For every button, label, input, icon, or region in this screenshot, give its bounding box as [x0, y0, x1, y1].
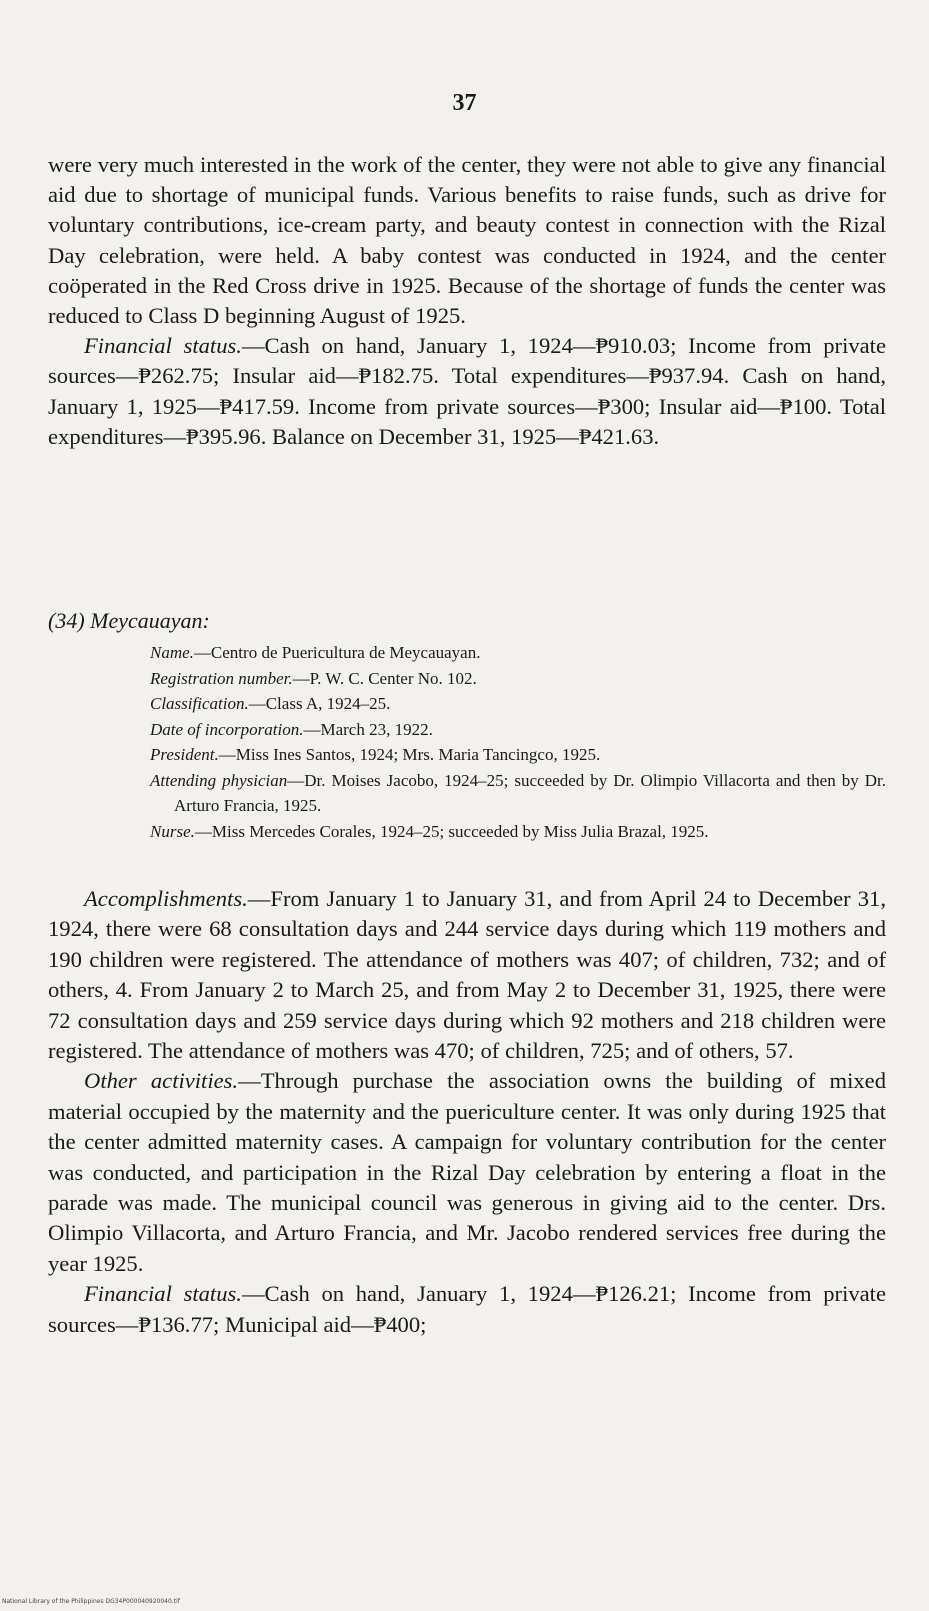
financial-status-label-2: Financial status. [84, 1281, 242, 1307]
financial-status-label-1: Financial status. [84, 333, 242, 359]
detail-classification [150, 691, 886, 717]
center-details-list [150, 640, 886, 844]
scan-footer: National Library of the Philippines DG34P000040920040.tif [2, 1598, 180, 1605]
other-activities-paragraph [48, 1066, 886, 1279]
detail-label: Attending physician [150, 770, 288, 790]
detail-label: President. [150, 745, 219, 764]
detail-value: —Miss Ines Santos, 1924; Mrs. Maria Tancingco, 1925. [218, 745, 601, 764]
detail-label: Date of incorporation. [150, 719, 304, 739]
detail-value: —Class A, 1924–25. [248, 694, 391, 713]
detail-label: Name. [150, 643, 194, 662]
accomplishments-label: Accomplishments. [84, 886, 248, 911]
detail-president [150, 742, 886, 768]
detail-date-of-incorporation [150, 717, 886, 743]
financial-status-text-1: —Cash on hand, January 1, 1924—₱910.03; Income from private sources—₱262.75; Insular aid—₱182.75. Total expenditures—₱937.94. Cash on hand, January 1, 1925—₱417.59. Income from private sources—₱300; Insular aid—₱100. Total expenditures—₱395.96. Balance on December 31, 1925—₱421.63. [48, 333, 886, 449]
detail-label: Classification. [150, 694, 249, 713]
other-activities-label: Other activities. [84, 1068, 239, 1094]
text-block-top [48, 150, 886, 452]
page-number: 37 [452, 90, 477, 116]
accomplishments-paragraph [48, 884, 886, 1066]
detail-value: —Dr. Moises Jacobo, 1924–25; succeeded by Dr. Olimpio Villacorta and then by Dr. Arturo Francia, 1925. [174, 770, 886, 815]
detail-value: —Centro de Puericultura de Meycauayan. [193, 643, 481, 662]
detail-registration-number [150, 666, 886, 692]
detail-name [150, 640, 886, 666]
section-heading-meycauayan: (34) Meycauayan: [48, 608, 210, 633]
financial-status-text-2: —Cash on hand, January 1, 1924—₱126.21; Income from private sources—₱136.77; Municipal aid—₱400; [48, 1281, 886, 1337]
financial-status-paragraph-1 [48, 331, 886, 452]
detail-value: —March 23, 1922. [303, 719, 433, 739]
detail-attending-physician [150, 768, 886, 819]
paragraph-continued: were very much interested in the work of the center, they were not able to give any financial aid due to shortage of municipal funds. Various benefits to raise funds, such as drive for voluntary contributions, ice-cream party, and beauty contest in connection with the Rizal Day celebration, were held. A baby contest was conducted in 1924, and the center coöperated in the Red Cross drive in 1925. Because of the shortage of funds the center was reduced to Class D beginning August of 1925. [48, 152, 886, 329]
financial-status-paragraph-2 [48, 1279, 886, 1340]
other-activities-text: —Through purchase the association owns the building of mixed material occupied by the maternity and the puericulture center. It was only during 1925 that the center admitted maternity cases. A campaign for voluntary contribution for the center was conducted, and participation in the Rizal Day celebration by entering a float in the parade was made. The municipal council was generous in giving aid to the center. Drs. Olimpio Villacorta, and Arturo Francia, and Mr. Jacobo rendered services free during the year 1925. [48, 1068, 886, 1276]
detail-label: Registration number. [150, 668, 293, 688]
detail-label: Nurse. [150, 821, 195, 841]
detail-value: —Miss Mercedes Corales, 1924–25; succeeded by Miss Julia Brazal, 1925. [194, 821, 709, 841]
detail-nurse [150, 819, 886, 845]
accomplishments-text: —From January 1 to January 31, and from April 24 to December 31, 1924, there were 68 consultation days and 244 service days during which 119 mothers and 190 children were registered. The attendance of mothers was 407; of children, 732; and of others, 4. From January 2 to March 25, and from May 2 to December 31, 1925, there were 72 consultation days and 259 service days during which 92 mothers and 218 children were registered. The attendance of mothers was 470; of children, 725; and of others, 57. [48, 886, 886, 1064]
text-block-bottom [48, 884, 886, 1340]
detail-value: —P. W. C. Center No. 102. [292, 668, 477, 688]
